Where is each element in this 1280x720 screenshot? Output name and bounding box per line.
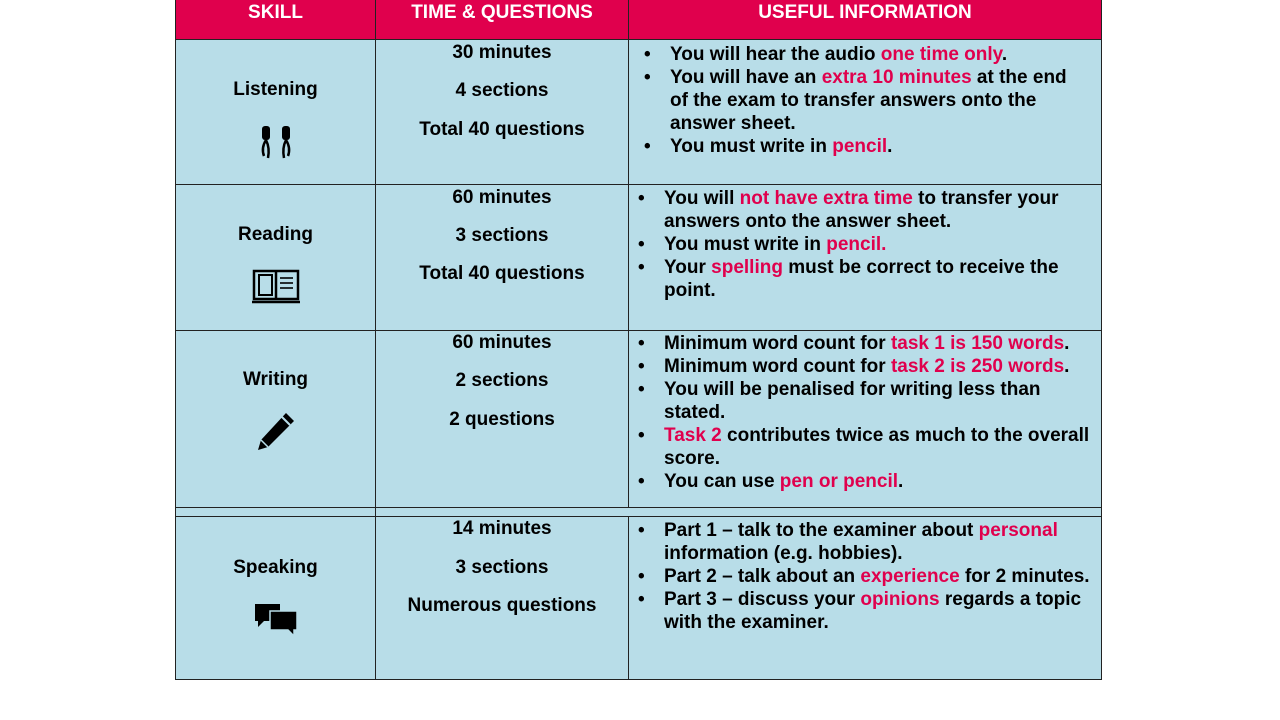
header-time: TIME & QUESTIONS [411,2,593,23]
time-sections: 3 sections [455,557,549,578]
time-questions-count: Total 40 questions [419,119,585,140]
time-sections: 3 sections [455,225,549,246]
skill-label: Speaking [233,557,318,578]
time-questions-count: Numerous questions [407,595,597,616]
table-row-reading [176,185,1101,331]
row-divider [176,508,1101,517]
info-item [632,256,1092,302]
earphones-icon [176,122,375,162]
info-text: . [1064,333,1070,354]
info-item [632,519,1100,565]
info-text: You can use [664,471,780,492]
info-list [632,187,1092,302]
skill-label: Listening [233,79,318,100]
info-text: You will have an [670,67,822,88]
skill-label: Writing [242,369,309,390]
highlighted-text: Task 2 [664,425,722,446]
time-duration: 30 minutes [452,42,552,63]
speech-bubbles-icon [176,601,375,639]
highlighted-text: experience [860,566,960,587]
info-item [638,66,1088,135]
info-text: You will hear the audio [670,44,881,65]
info-item [632,233,1092,256]
header-skill: SKILL [248,2,303,23]
info-text: Your [664,257,712,278]
table-row-writing [176,331,1101,508]
info-text: You will be penalised for writing less than stated. [664,379,1041,423]
info-text: for 2 minutes. [959,566,1090,587]
table-row-speaking [176,517,1101,679]
highlighted-text: task 2 is 250 words [890,356,1065,377]
info-text: Minimum word count for [664,356,891,377]
info-item [632,424,1097,470]
info-text: Part 1 – talk to the examiner about [664,520,979,541]
info-item [632,332,1097,355]
highlighted-text: opinions [860,589,940,610]
header-info: USEFUL INFORMATION [758,2,972,23]
highlighted-text: task 1 is 150 words [890,333,1065,354]
info-text: . [898,471,904,492]
info-text: Minimum word count for [664,333,891,354]
info-text: Part 2 – talk about an [664,566,861,587]
info-text: to transfer your answers onto the answer sheet. [664,188,1059,232]
info-text: Part 3 – discuss your [664,589,861,610]
book-icon [176,268,375,306]
table-header [176,0,1101,40]
highlighted-text: extra 10 minutes [821,67,972,88]
time-duration: 60 minutes [452,187,552,208]
highlighted-text: pen or pencil [779,471,899,492]
info-text: You will [664,188,740,209]
highlighted-text: pencil [832,136,888,157]
time-duration: 14 minutes [452,518,552,539]
highlighted-text: one time only [880,44,1002,65]
time-questions-count: Total 40 questions [419,263,585,284]
pencil-icon [176,409,375,453]
info-item [632,187,1092,233]
time-sections: 2 sections [455,370,549,391]
table-row-listening [176,40,1101,185]
info-item [632,378,1097,424]
info-text: You must write in [664,234,827,255]
info-item [632,588,1100,634]
skill-label: Reading [238,224,313,245]
info-text: . [1001,44,1008,65]
info-text: must be correct to receive the point. [664,257,1059,301]
info-text: contributes twice as much to the overall score. [664,425,1090,469]
info-text: . [887,136,893,157]
time-duration: 60 minutes [452,332,552,353]
info-text: You must write in [670,136,833,157]
info-text: at the end of the exam to transfer answers onto the answer sheet. [670,67,1067,134]
highlighted-text: pencil. [826,234,887,255]
highlighted-text: not have extra time [739,188,913,209]
time-questions-count: 2 questions [449,409,555,430]
info-item [632,355,1097,378]
info-list [632,332,1097,493]
info-list [632,519,1100,634]
info-text: information (e.g. hobbies). [664,543,903,564]
exam-info-table [175,0,1102,680]
time-sections: 4 sections [455,80,549,101]
info-item [638,43,1088,66]
info-text: . [1064,356,1070,377]
info-item [632,565,1100,588]
info-text: regards a topic with the examiner. [664,589,1082,633]
highlighted-text: spelling [711,257,783,278]
highlighted-text: personal [978,520,1058,541]
info-item [632,470,1097,493]
info-item [638,135,1088,158]
info-list [638,43,1088,158]
